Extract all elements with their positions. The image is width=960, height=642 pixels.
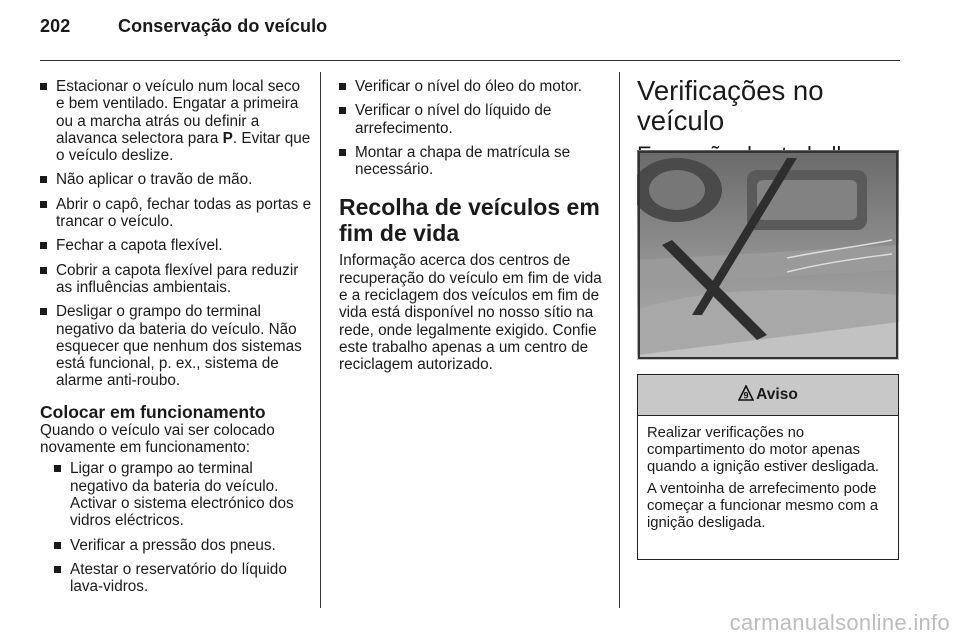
- bullet-icon: [54, 465, 61, 472]
- storage-steps-list: [40, 78, 312, 390]
- bullet-icon: [40, 308, 47, 315]
- bullet-icon: [54, 566, 61, 573]
- section-heading-putting-into-operation: Colocar em funcionamento: [40, 401, 266, 422]
- bullet-icon: [339, 107, 346, 114]
- list-item: Montar a chapa de matrícula se necessário.: [339, 144, 605, 179]
- watermark: carmanualsonline.info: [729, 610, 950, 635]
- intro-paragraph: Quando o veículo vai ser colocado novamente em funcionamento:: [40, 421, 275, 457]
- svg-text:9: 9: [743, 390, 749, 401]
- warning-header: [638, 375, 898, 416]
- bullet-icon: [40, 267, 47, 274]
- bullet-icon: [40, 242, 47, 249]
- list-item: Cobrir a capota flexível para reduzir as influências ambientais.: [40, 262, 312, 297]
- list-item: Verificar o nível do líquido de arrefecimento.: [339, 102, 605, 137]
- warning-label: Aviso: [756, 386, 798, 403]
- section-title-vehicle-checks: Verificações no veículo: [637, 75, 824, 136]
- list-item: Não aplicar o travão de mão.: [40, 171, 312, 188]
- page-header: [40, 16, 327, 37]
- list-item: Verificar o nível do óleo do motor.: [339, 78, 605, 95]
- restart-steps-list: [54, 460, 312, 595]
- end-of-life-paragraph: Informação acerca dos centros de recuperação do veículo em fim de vida e a reciclagem dos veículos em fim de vida está disponível no nosso sítio na rede, onde legalmente exigido. Confie este trabalho apenas a um centro de reciclagem autorizado.: [339, 252, 602, 374]
- page-title: Conservação do veículo: [118, 16, 328, 36]
- list-item: Desligar o grampo do terminal negativo da bateria do veículo. Não esquecer que nenhum dos sistemas está funcional, p. ex., sistema de alarme anti-roubo.: [40, 303, 312, 389]
- bullet-icon: [54, 542, 61, 549]
- column-1: [40, 78, 312, 602]
- list-item: Atestar o reservatório do líquido lava-vidros.: [54, 561, 312, 596]
- section-heading-end-of-life: Recolha de veículos em fim de vida: [339, 194, 600, 247]
- checks-list: [339, 78, 605, 178]
- engine-bay-photo: [637, 150, 899, 360]
- warning-paragraph: Realizar verificações no compartimento do motor apenas quando a ignição estiver desligada.: [647, 425, 879, 475]
- bullet-icon: [40, 83, 47, 90]
- warning-box: [637, 374, 899, 560]
- list-item: Ligar o grampo ao terminal negativo da bateria do veículo. Activar o sistema electrónico dos vidros eléctricos.: [54, 460, 312, 529]
- column-divider-1: [320, 72, 321, 608]
- list-item: Verificar a pressão dos pneus.: [54, 537, 312, 554]
- warning-triangle-icon: [738, 385, 754, 401]
- warning-body: [638, 416, 898, 532]
- list-item: Estacionar o veículo num local seco e bem ventilado. Engatar a primeira ou a marcha atrás ou definir a alavanca selectora para P. Evitar que o veículo deslize.: [40, 78, 312, 164]
- list-item: Abrir o capô, fechar todas as portas e trancar o veículo.: [40, 196, 312, 231]
- header-rule: [40, 60, 900, 61]
- column-divider-2: [619, 72, 620, 608]
- bullet-icon: [40, 176, 47, 183]
- column-2: [339, 78, 605, 378]
- bullet-icon: [40, 201, 47, 208]
- page-number: 202: [40, 16, 71, 36]
- warning-paragraph: A ventoinha de arrefecimento pode começar a funcionar mesmo com a ignição desligada.: [647, 481, 879, 531]
- list-item: Fechar a capota flexível.: [40, 237, 312, 254]
- bullet-icon: [339, 149, 346, 156]
- bullet-icon: [339, 83, 346, 90]
